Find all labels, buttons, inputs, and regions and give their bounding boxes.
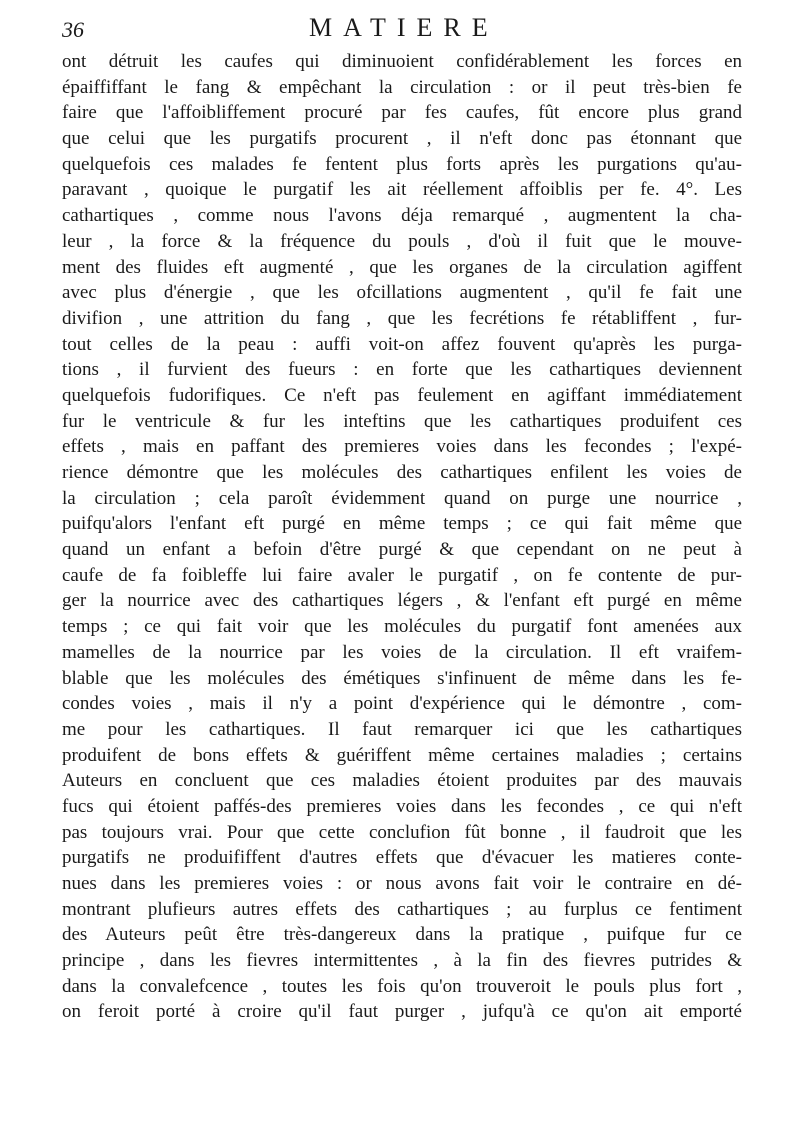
- body-text: [62, 49, 742, 1025]
- text-line-12: tout celles de la peau : auffi voit-on affez fouvent qu'après les purga-: [62, 333, 742, 355]
- text-line-31: pas toujours vrai. Pour que cette conclufion fût bonne , il faudroit que les: [62, 821, 742, 843]
- text-line-3: faire que l'affoibliffement procuré par fes caufes, fût encore plus grand: [62, 102, 742, 124]
- text-line-23: temps ; ce qui fait voir que les molécules du purgatif font amenées aux: [62, 616, 742, 638]
- text-line-19: puifqu'alors l'enfant eft purgé en même temps ; ce qui fait même que: [62, 513, 742, 535]
- text-line-30: fucs qui étoient paffés-des premieres voies dans les fecondes , ce qui n'eft: [62, 795, 742, 817]
- text-line-36: principe , dans les fievres intermittentes , à la fin des fievres putrides &: [62, 950, 742, 972]
- text-line-20: quand un enfant a befoin d'être purgé & que cependant on ne peut à: [62, 539, 742, 561]
- text-line-22: ger la nourrice avec des cathartiques légers , & l'enfant eft purgé en même: [62, 590, 742, 612]
- text-line-9: ment des fluides eft augmenté , que les organes de la circulation agiffent: [62, 256, 742, 278]
- section-title: MATIERE: [309, 13, 499, 42]
- text-line-18: la circulation ; cela paroît évidemment quand on purge une nourrice ,: [62, 487, 742, 509]
- text-line-26: condes voies , mais il n'y a point d'expérience qui le démontre , com-: [62, 693, 742, 715]
- text-line-17: rience démontre que les molécules des cathartiques enfilent les voies de: [62, 462, 742, 483]
- text-line-35: des Auteurs peût être très-dangereux dans la pratique , puifque fur ce: [62, 924, 742, 946]
- text-line-5: quelquefois ces malades fe fentent plus forts après les purgations qu'au-: [62, 153, 742, 175]
- text-line-7: cathartiques , comme nous l'avons déja remarqué , augmentent la cha-: [62, 205, 742, 227]
- text-line-34: montrant plufieurs autres effets des cathartiques ; au furplus ce fentiment: [62, 898, 742, 920]
- text-line-8: leur , la force & la fréquence du pouls , d'où il fuit que le mouve-: [62, 230, 742, 252]
- text-line-6: paravant , quoique le purgatif les ait réellement affoiblis per fe. 4°. Les: [62, 179, 742, 201]
- text-line-38: on feroit porté à croire qu'il faut purger , jufqu'à ce qu'on ait emporté: [62, 1001, 742, 1023]
- text-line-16: effets , mais en paffant des premieres voies dans les fecondes ; l'expé-: [62, 436, 742, 458]
- text-line-33: nues dans les premieres voies : or nous avons fait voir le contraire en dé-: [62, 873, 742, 894]
- text-line-37: dans la convalefcence , toutes les fois qu'on trouveroit le pouls plus fort ,: [62, 975, 742, 997]
- text-line-11: divifion , une attrition du fang , que les fecrétions fe rétabliffent , fur-: [62, 307, 742, 329]
- text-line-13: tions , il furvient des fueurs : en forte que les cathartiques deviennent: [62, 359, 742, 381]
- text-line-27: me pour les cathartiques. Il faut remarquer ici que les cathartiques: [62, 718, 742, 740]
- text-line-14: quelquefois fudorifiques. Ce n'eft pas feulement en agiffant immédiatement: [62, 384, 742, 406]
- page-number: 36: [62, 17, 84, 42]
- text-line-25: blable que les molécules des émétiques s'infinuent de même dans les fe-: [62, 667, 742, 689]
- text-line-1: ont détruit les caufes qui diminuoient confidérablement les forces en: [62, 51, 742, 72]
- running-head: [62, 10, 742, 46]
- text-line-29: Auteurs en concluent que ces maladies étoient produites par des mauvais: [62, 770, 742, 792]
- text-line-10: avec plus d'énergie , que les ofcillations augmentent , qu'il fe fait une: [62, 282, 742, 304]
- text-line-32: purgatifs ne produififfent d'autres effets que d'évacuer les matieres conte-: [62, 847, 742, 869]
- text-line-24: mamelles de la nourrice par les voies de la circulation. Il eft vraifem-: [62, 641, 742, 663]
- text-line-21: caufe de fa foibleffe lui faire avaler le purgatif , on fe contente de pur-: [62, 564, 742, 586]
- text-line-28: produifent de bons effets & guériffent même certaines maladies ; certains: [62, 744, 742, 766]
- text-line-15: fur le ventricule & fur les inteftins que les cathartiques produifent ces: [62, 410, 742, 432]
- text-line-4: que celui que les purgatifs procurent , il n'eft donc pas étonnant que: [62, 128, 742, 150]
- text-line-2: épaiffiffant le fang & empêchant la circulation : or il peut très-bien fe: [62, 76, 742, 98]
